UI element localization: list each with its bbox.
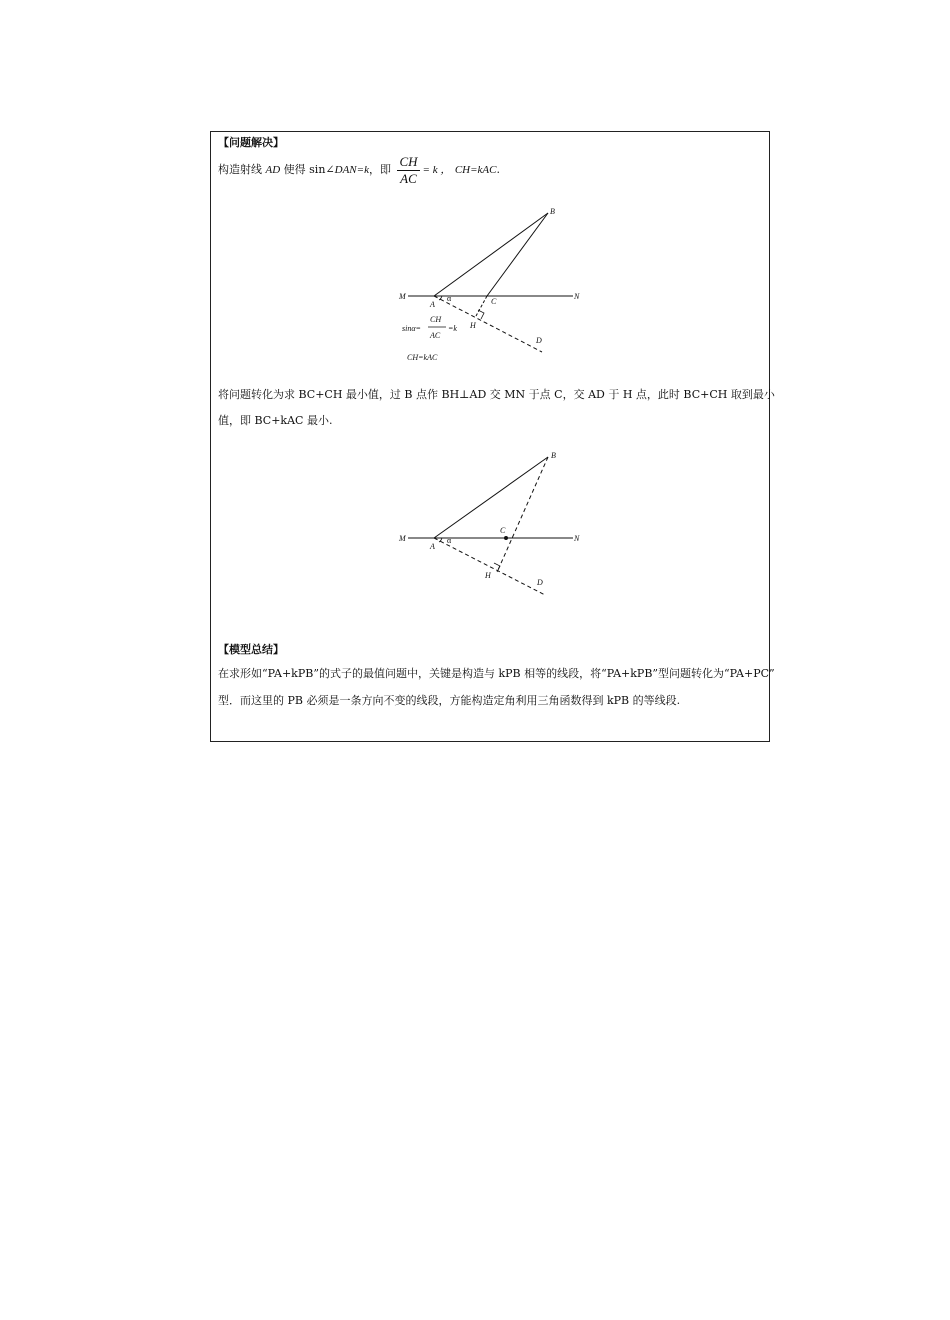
section-heading-model-summary: 【模型总结】 [218,643,284,656]
formula-suffix: =k [448,324,457,333]
label-a: A [430,300,435,309]
point-c [504,536,508,540]
label-n: N [574,292,580,301]
figure-1-diagram [390,200,600,370]
label-alpha: α [447,536,452,545]
fraction-numerator: CH [399,153,418,169]
label-c: C [491,297,497,306]
ray-ad-dashed [434,538,545,595]
label-a: A [430,542,435,551]
label-h: H [485,571,491,580]
label-n: N [574,534,580,543]
formula-numerator: CH [430,315,442,324]
text-fragment: 构造射线 [218,163,266,176]
fraction-ch-over-ac [397,154,419,187]
label-d: D [537,578,543,587]
formula-line2: CH=kAC [407,353,438,362]
math-eq-k2: = k ， [422,164,452,176]
paragraph-construct-ray [218,152,500,188]
figure-2-diagram [390,445,600,605]
math-ch-kac: CH=kAC [454,164,497,176]
label-c: C [500,526,506,535]
segment-ch-dashed [476,296,487,316]
segment-ab [434,213,548,296]
math-dan: DAN [334,164,357,176]
label-h: H [470,321,476,330]
label-m: M [399,534,406,543]
paragraph-model-summary: 在求形如“PA+kPB”的式子的最值问题中，关键是构造与 kPB 相等的线段，将“PA+kPB”型问题转化为“PA+PC” [218,667,775,680]
paragraph-model-summary-cont: 型．而这里的 PB 必须是一条方向不变的线段，方能构造定角利用三角函数得到 kPB 的等线段. [218,694,681,707]
paragraph-transform-problem: 将问题转化为求 BC+CH 最小值，过 B 点作 BH⊥AD 交 MN 于点 C，交 AD 于 H 点，此时 BC+CH 取到最小 [218,388,775,401]
label-b: B [551,451,556,460]
label-alpha: α [447,294,452,303]
section-heading-problem-solving: 【问题解决】 [218,136,284,149]
math-ad: AD [265,164,281,176]
segment-ab [434,457,548,538]
label-d: D [536,336,542,345]
label-b: B [550,207,555,216]
text-fragment: . [496,163,500,176]
formula-prefix: sinα= [402,324,421,333]
label-m: M [399,292,406,301]
formula-denominator: AC [430,331,441,340]
text-fragment: ，即 [368,163,391,176]
segment-bh-dashed [498,457,548,570]
paragraph-transform-problem-cont: 值，即 BC+kAC 最小. [218,414,333,427]
text-fragment: 使得 sin∠ [280,163,335,176]
fraction-denominator: AC [400,170,417,186]
segment-bc [487,213,548,296]
math-eq-k: =k [356,164,369,176]
